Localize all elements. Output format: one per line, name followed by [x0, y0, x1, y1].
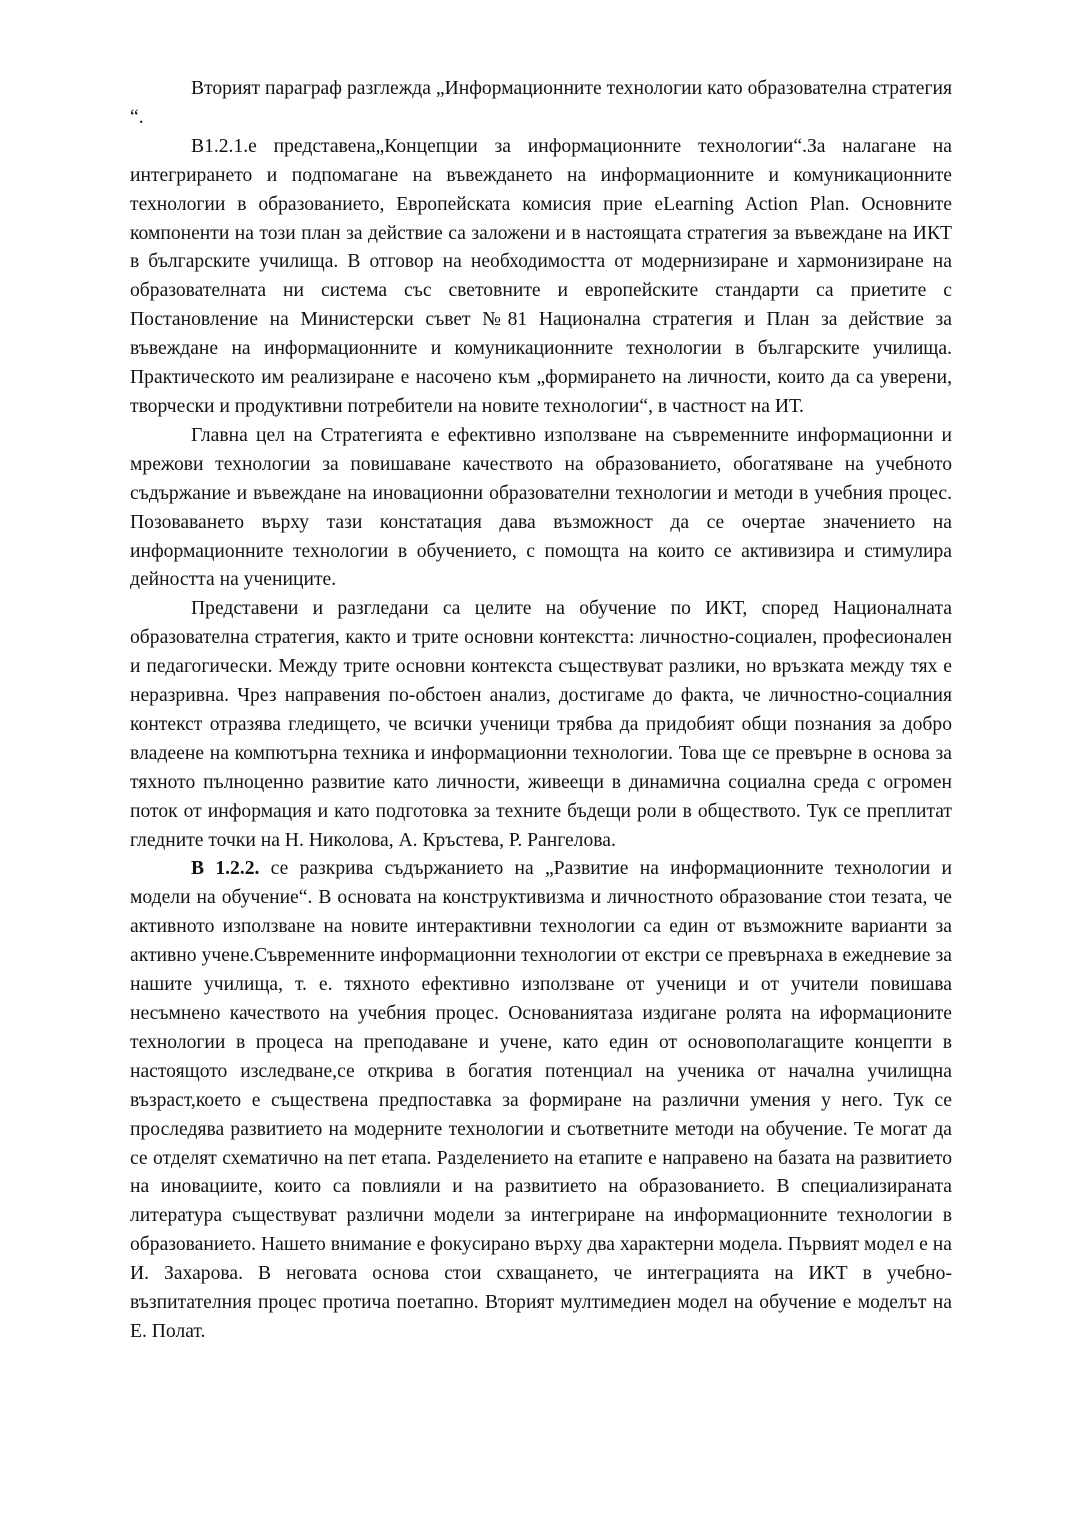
paragraph-strategy-goal: Главна цел на Стратегията е ефективно използване на съвременните информационни и мрежови технологии за повишаване качеството на образованието, обогатяване на учебното съдържание и въвеждане на иновационни образователни технологии и методи в учебния процес. Позоваването върху тази констатация дава възможност да се очертае значението на информационните технологии в обучението, с помощта на които се активизира и стимулира дейността на учениците.: [130, 424, 952, 591]
paragraph-ict-contexts: Представени и разгледани са целите на обучение по ИКТ, според Националната образователна стратегия, както и трите основни контекстта: личностно-социален, професионален и педагогически. Между трите основни контекста съществуват разлики, но връзката между тях е неразривна. Чрез направения по-обстоен анализ, достигаме до факта, че личностно-социалния контекст отразява гледището, че всички ученици трябва да придобият общи познания за добро владеене на компютърна техника и информационни технологии. Това ще се превърне в основа за тяхното пълноценно развитие като личности, живеещи в динамична социална среда с огромен поток от информация и като подготовка за техните бъдещи роли в обществото. Тук се преплитат гледните точки на Н. Николова, А. Кръстева, Р. Рангелова.: [130, 598, 952, 851]
paragraph-section-1-2-2-text: се разкрива съдържанието на „Развитие на информационните технологии и модели на обучение“. В основата на конструктивизма и личностното образование стои тезата, че активното използване на новите интерактивни технологии са един от възможните варианти за активно учене.Съвременните информационни технологии от екстри се превърнаха в ежедневие за нашите училища, т. е. тяхното ефективно използване от ученици и от учители повишава несъмнено качеството на учебния процес. Основаниятаза издигане ролята на иформационите технологии в процеса на преподаване и учене, като един от основополагащите концепти в настоящото изследване,се открива в богатия потенциал на ученика от начална училищна възраст,което е съществена предпоставка за формиране на различни умения у него. Тук се проследява развитието на модерните технологии и съответните методи на обучение. Те могат да се отделят схематично на пет етапа. Разделението на етапите е направено на базата на развитието на иновациите, които са повлияли и на развитието на образованието. В специализираната литература съществуват различни модели за интегриране на информационните технологии в образованието. Нашето внимание е фокусирано върху два характерни модела. Първият модел е на И. Захарова. В неговата основа стои схващането, че интеграцията на ИКТ в учебно-възпитателния процес протича поетапно. Вторият мултимедиен модел на обучение е моделът на Е. Полат.: [130, 858, 952, 1342]
paragraph-section-1-2-1: В1.2.1.е представена„Концепции за информационните технологии“.За налагане на интегрирането и подпомагане на въвеждането на информационните и комуникационните технологии в образованието, Европейската комисия прие eLearning Action Plan. Основните компоненти на този план за действие са заложени и в настоящата стратегия за въвеждане на ИКТ в българските училища. В отговор на необходимостта от модернизиране и хармонизиране на образователната ни система със световните и европейските стандарти са приетите с Постановление на Министерски съвет №81 Национална стратегия и План за действие за въвеждане на информационните и комуникационните технологии в българските училища. Практическото им реализиране е насочено към „формирането на личности, които да са уверени, творчески и продуктивни потребители на новите технологии“, в частност на ИТ.: [130, 135, 952, 417]
body-text: [130, 75, 952, 1347]
paragraph-section-1-2-2: [130, 855, 952, 1346]
section-number-lead: В 1.2.2.: [191, 858, 260, 880]
paragraph-intro: Вторият параграф разглежда „Информационните технологии като образователна стратегия “.: [130, 78, 952, 128]
